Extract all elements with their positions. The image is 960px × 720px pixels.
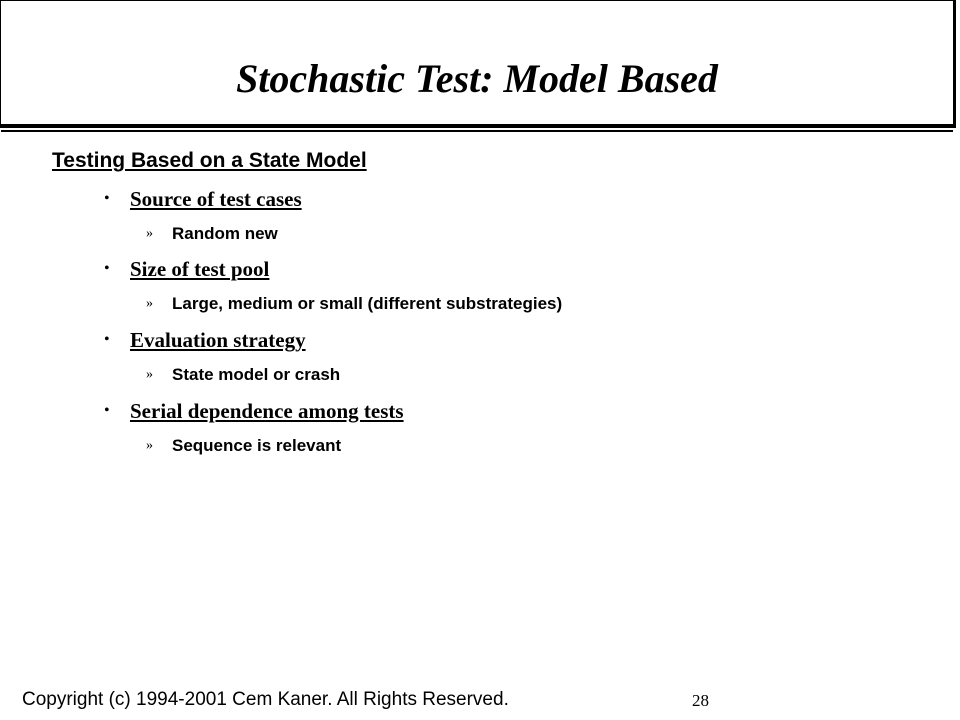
bullet-icon: •: [104, 331, 110, 348]
bullet-label: Evaluation strategy: [130, 328, 306, 352]
sub-bullet-icon: »: [146, 226, 153, 241]
sub-item-evaluation: [146, 363, 340, 387]
sub-bullet-icon: »: [146, 438, 153, 453]
section-heading: Testing Based on a State Model: [52, 149, 367, 172]
bullet-icon: •: [104, 260, 110, 277]
sub-bullet-icon: »: [146, 296, 153, 311]
bullet-icon: •: [104, 402, 110, 419]
sub-item-label: Random new: [172, 224, 278, 243]
bullet-item-evaluation: [104, 325, 306, 355]
bullet-item-serial: [104, 396, 404, 426]
bullet-label: Source of test cases: [130, 187, 302, 211]
bullet-label: Size of test pool: [130, 257, 270, 281]
bullet-item-size: [104, 254, 269, 284]
bullet-icon: •: [104, 190, 110, 207]
sub-bullet-icon: »: [146, 367, 153, 382]
bullet-label: Serial dependence among tests: [130, 399, 404, 423]
sub-item-label: State model or crash: [172, 365, 341, 384]
page-number: 28: [692, 691, 709, 710]
sub-item-label: Sequence is relevant: [172, 436, 342, 455]
slide-title: Stochastic Test: Model Based: [236, 56, 718, 101]
title-box: [0, 0, 956, 128]
footer-copyright: Copyright (c) 1994-2001 Cem Kaner. All Rights Reserved.: [22, 689, 509, 710]
sub-item-source: [146, 222, 278, 246]
sub-item-size: [146, 292, 562, 316]
sub-item-serial: [146, 434, 341, 458]
bullet-item-source: [104, 184, 302, 214]
sub-item-label: Large, medium or small (different substrategies): [172, 294, 563, 313]
